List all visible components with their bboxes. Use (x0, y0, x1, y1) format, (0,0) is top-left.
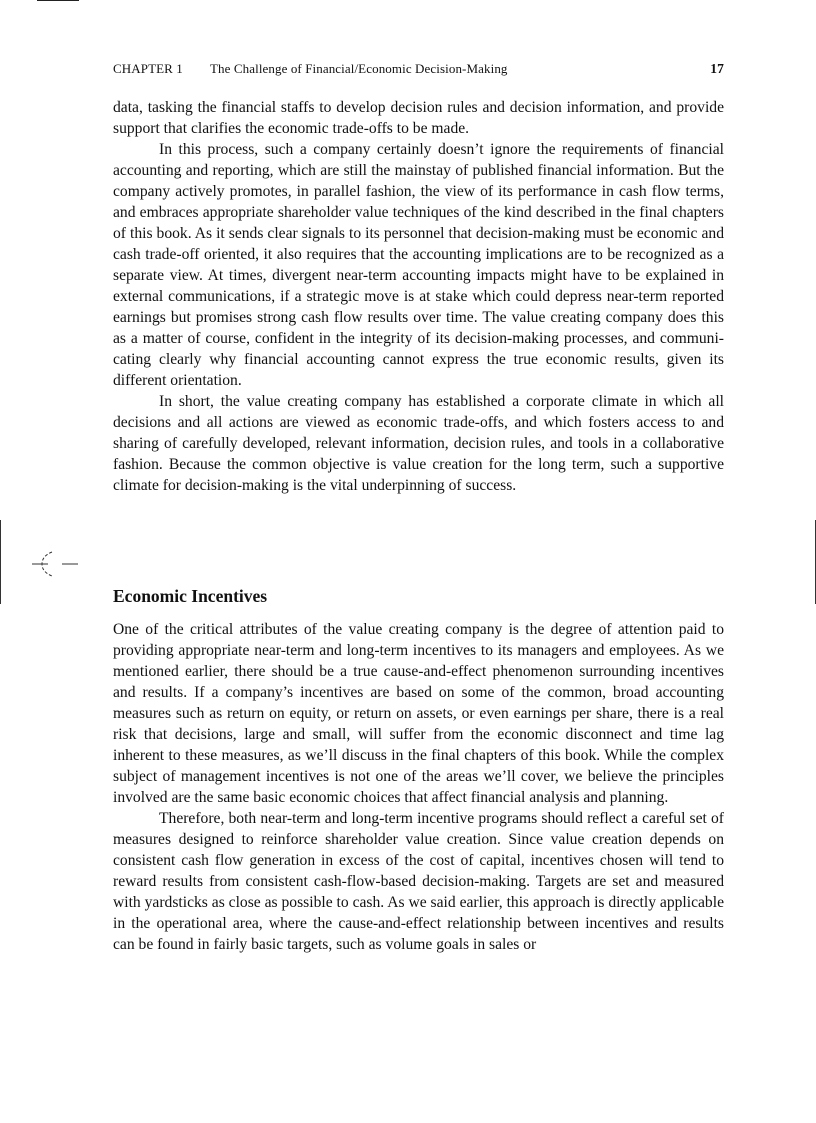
paragraph: In short, the value creating company has established a corporate climate in which all decisions and all actions are viewed as economic trade-offs, and which fosters access to and sharing of carefully developed, relevant information, decision rules, and tools in a collaborative fashion. Because the common objective is value creation for the long term, such a supportive climate for decision-making is the vital underpinning of success. (113, 393, 724, 494)
paragraph: Therefore, both near-term and long-term incentive programs should reflect a careful set of measures designed to reinforce shareholder value creation. Since value creation depends on consistent cash flow generation in excess of the cost of capital, incentives chosen will tend to reward results from consistent cash-flow-based decision-making. Targets are set and measured with yardsticks as close as possible to cash. As we said earlier, this approach is directly applicable in the operational area, where the cause-and-effect relationship between incentives and results can be found in fairly basic targets, such as volume goals in sales or (113, 810, 724, 953)
crop-mark-left (0, 520, 1, 604)
paragraph: One of the critical attributes of the value creating company is the degree of attention paid to providing appropriate near-term and long-term incentives to its managers and employees. As we mentioned earlier, there should be a true cause-and-effect phenomenon surrounding incentives and results. If a company’s incentives are based on some of the common, broad accounting measures such as return on equity, or return on assets, or even earnings per share, there is a real risk that decisions, large and small, will suffer from the economic disconnect and time lag inherent to these measures, as we’ll discuss in the final chapters of this book. While the complex subject of management incentives is not one of the areas we’ll cover, we believe the principles involved are the same basic economic choices that affect financial analysis and planning. (113, 621, 724, 806)
paragraph: data, tasking the financial staffs to develop decision rules and decision information, and provide support that clarifies the economic trade-offs to be made. (113, 99, 724, 137)
registration-mark-icon (28, 546, 80, 582)
body-text-top (113, 97, 724, 496)
section-heading: Economic Incentives (113, 586, 268, 606)
crop-mark-top (37, 0, 79, 1)
chapter-label: CHAPTER 1 (113, 61, 183, 76)
paragraph: In this process, such a company certainly doesn’t ignore the requirements of financial accounting and reporting, which are still the mainstay of published financial information. But the company actively promotes, in parallel fashion, the view of its performance in cash flow terms, and embraces appropriate shareholder value techniques of the kind described in the final chapters of this book. As it sends clear signals to its personnel that decision-making must be economic and cash trade-off oriented, it also requires that the accounting implications are to be recognized as a separate view. At times, divergent near-term accounting impacts might have to be explained in external communications, if a strategic move is at stake which could depress near-term reported earnings but promises strong cash flow results over time. The value creating company does this as a matter of course, confident in the integrity of its decision-making processes, and communicating clearly why financial accounting cannot express the true economic results, given its different orientation. (113, 141, 724, 389)
running-head (113, 60, 724, 78)
page-number: 17 (710, 61, 724, 76)
body-text-section (113, 619, 724, 955)
chapter-title: The Challenge of Financial/Economic Decision-Making (210, 61, 508, 76)
